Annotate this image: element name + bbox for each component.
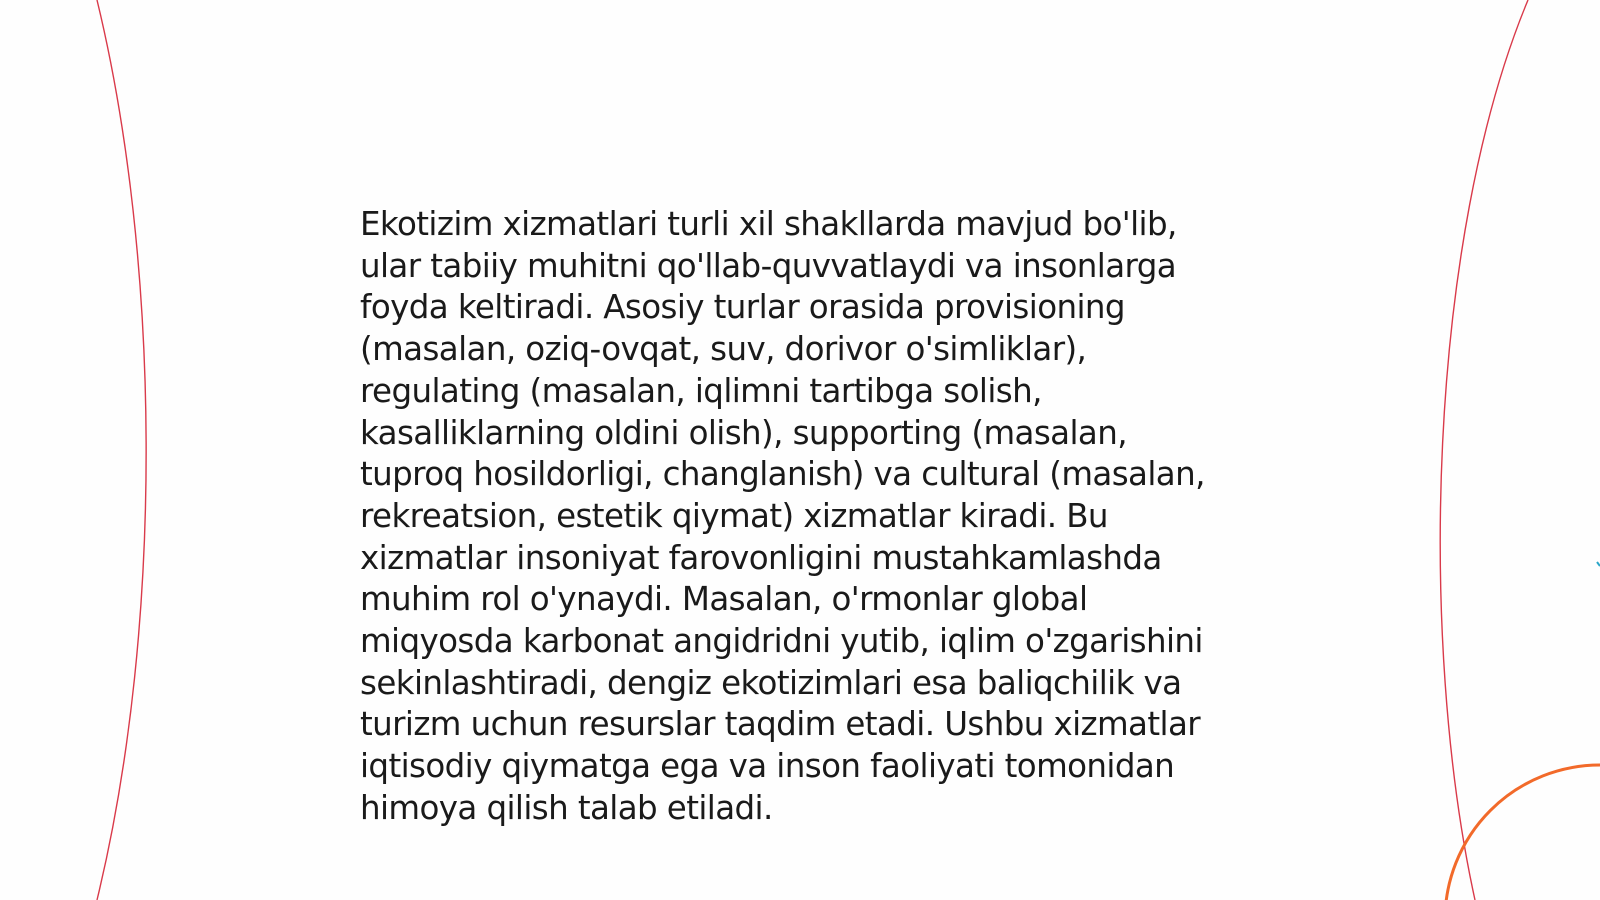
- left-curve-line: [97, 0, 146, 900]
- orange-accent-arc: [1445, 765, 1600, 900]
- right-curve-line: [1440, 0, 1528, 900]
- body-paragraph: Ekotizim xizmatlari turli xil shakllarda mavjud bo'lib, ular tabiiy muhitni qo'llab-quvvatlaydi va insonlarga foyda keltiradi. Asosiy turlar orasida provisioning (masalan, oziq-ovqat, suv, dorivor o'simliklar), regulating (masalan, iqlimni tartibga solish, kasalliklarning oldini olish), supporting (masalan, tuproq hosildorligi, changlanish) va cultural (masalan, rekreatsion, estetik qiymat) xizmatlar kiradi. Bu xizmatlar insoniyat farovonligini mustahkamlashda muhim rol o'ynaydi. Masalan, o'rmonlar global miqyosda karbonat angidridni yutib, iqlim o'zgarishini sekinlashtiradi, dengiz ekotizimlari esa baliqchilik va turizm uchun resurslar taqdim etadi. Ushbu xizmatlar iqtisodiy qiymatga ega va inson faoliyati tomonidan himoya qilish talab etiladi.: [360, 205, 1205, 827]
